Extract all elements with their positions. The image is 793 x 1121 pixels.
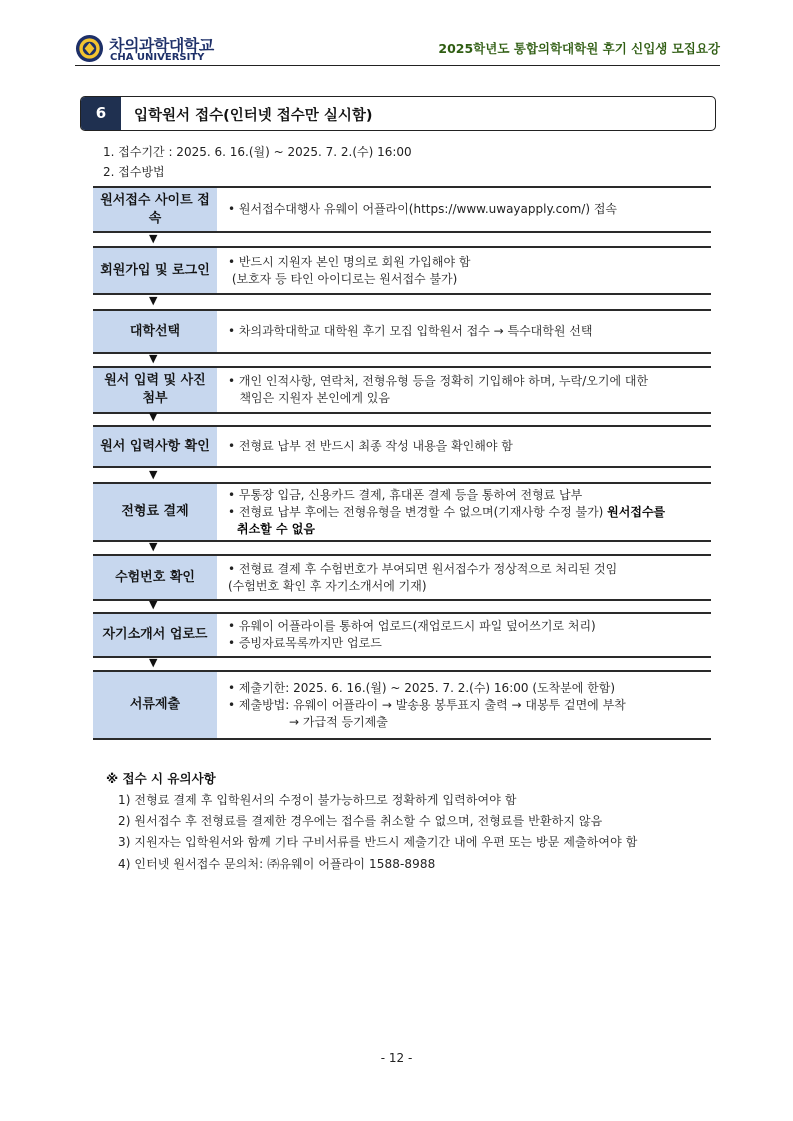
- step-self-intro-upload: [93, 612, 711, 658]
- university-name-english: CHA UNIVERSITY: [110, 52, 205, 63]
- step-label: 수험번호 확인: [93, 556, 217, 599]
- step-line: • 전형료 납부 후에는 전형유형을 변경할 수 없으며(기재사항 수정 불가): [228, 504, 608, 519]
- step-label: 회원가입 및 로그인: [93, 248, 217, 293]
- step-form-review: [93, 425, 711, 468]
- step-label: 원서접수 사이트 접속: [93, 188, 217, 231]
- down-arrow-icon: ▼: [149, 598, 158, 611]
- step-label: 원서 입력 및 사진 첨부: [93, 368, 217, 412]
- down-arrow-icon: ▼: [149, 540, 158, 553]
- down-arrow-icon: ▼: [149, 294, 158, 307]
- step-label: 원서 입력사항 확인: [93, 427, 217, 466]
- step-label: 대학선택: [93, 311, 217, 352]
- step-description: [217, 484, 711, 540]
- notes-title: ※ 접수 시 유의사항: [106, 771, 216, 786]
- step-line: • 제출기한: 2025. 6. 16.(월) ~ 2025. 7. 2.(수) 16:00 (도착분에 한함): [228, 680, 616, 695]
- section-number: 6: [81, 97, 121, 130]
- step-line: • 반드시 지원자 본인 명의로 회원 가입해야 함: [228, 254, 471, 269]
- section-heading: [80, 96, 716, 131]
- step-line: • 전형료 납부 전 반드시 최종 작성 내용을 확인해야 함: [228, 439, 513, 453]
- step-form-input-photo: [93, 366, 711, 414]
- note-item: 1) 전형료 결제 후 입학원서의 수정이 불가능하므로 정확하게 입력하여야 함: [118, 793, 517, 807]
- down-arrow-icon: ▼: [149, 656, 158, 669]
- step-line: • 무통장 입금, 신용카드 결제, 휴대폰 결제 등을 통하여 전형료 납부: [228, 487, 583, 502]
- step-line: → 가급적 등기제출: [228, 714, 388, 729]
- step-line: • 증빙자료목록까지만 업로드: [228, 636, 382, 650]
- step-line: (수험번호 확인 후 자기소개서에 기재): [228, 578, 427, 593]
- step-line: • 개인 인적사항, 연락처, 전형유형 등을 정확히 기입해야 하며, 누락/오기에 대한: [228, 374, 649, 388]
- step-line: (보호자 등 타인 아이디로는 원서접수 불가): [228, 271, 458, 286]
- step-university-select: [93, 309, 711, 354]
- note-item: 4) 인터넷 원서접수 문의처: ㈜유웨이 어플라이 1588-8988: [118, 857, 436, 871]
- step-document-submission: [93, 670, 711, 740]
- step-description: [217, 672, 711, 738]
- step-line: • 유웨이 어플라이를 통하여 업로드(재업로드시 파일 덮어쓰기로 처리): [228, 619, 596, 633]
- step-line: 책임은 지원자 본인에게 있음: [228, 391, 390, 405]
- application-method-heading: 2. 접수방법: [103, 165, 165, 179]
- note-item: 2) 원서접수 후 전형료를 결제한 경우에는 접수를 취소할 수 없으며, 전형료를 반환하지 않음: [118, 814, 603, 828]
- step-line-with-emphasis: [228, 504, 711, 521]
- step-label: 서류제출: [93, 672, 217, 738]
- step-line: • 차의과학대학교 대학원 후기 모집 입학원서 접수 → 특수대학원 선택: [228, 324, 593, 338]
- university-emblem-icon: [75, 34, 104, 63]
- emphasis-text: 원서접수를: [607, 504, 666, 519]
- step-fee-payment: [93, 482, 711, 542]
- down-arrow-icon: ▼: [149, 352, 158, 365]
- step-line: • 제출방법: 유웨이 어플라이 → 발송용 봉투표지 출력 → 대봉투 겉면에 부착: [228, 697, 626, 712]
- down-arrow-icon: ▼: [149, 232, 158, 245]
- step-description: [217, 188, 711, 231]
- step-site-access: [93, 186, 711, 233]
- step-description: [217, 614, 711, 656]
- page-header: [75, 33, 720, 66]
- down-arrow-icon: ▼: [149, 410, 158, 423]
- step-label: 전형료 결제: [93, 484, 217, 540]
- university-name: 차의과학대학교: [109, 36, 214, 55]
- step-signup-login: [93, 246, 711, 295]
- section-title: 입학원서 접수(인터넷 접수만 실시함): [134, 108, 373, 124]
- step-line: • 전형료 결제 후 수험번호가 부여되면 원서접수가 정상적으로 처리된 것임: [228, 561, 618, 576]
- down-arrow-icon: ▼: [149, 468, 158, 481]
- step-description: [217, 556, 711, 599]
- step-description: [217, 368, 711, 412]
- page-number: - 12 -: [380, 1051, 413, 1065]
- step-description: [217, 248, 711, 293]
- application-period: 1. 접수기간 : 2025. 6. 16.(월) ~ 2025. 7. 2.(수) 16:00: [103, 145, 412, 159]
- step-description: [217, 427, 711, 466]
- step-label: 자기소개서 업로드: [93, 614, 217, 656]
- step-description: [217, 311, 711, 352]
- note-item: 3) 지원자는 입학원서와 함께 기타 구비서류를 반드시 제출기간 내에 우편 또는 방문 제출하여야 함: [118, 835, 638, 849]
- step-exam-number-check: [93, 554, 711, 601]
- document-title: 2025학년도 통합의학대학원 후기 신입생 모집요강: [438, 41, 720, 56]
- emphasis-text: 취소할 수 없음: [237, 521, 315, 536]
- step-line: • 원서접수대행사 유웨이 어플라이(https://www.uwayapply.com/) 접속: [228, 202, 618, 216]
